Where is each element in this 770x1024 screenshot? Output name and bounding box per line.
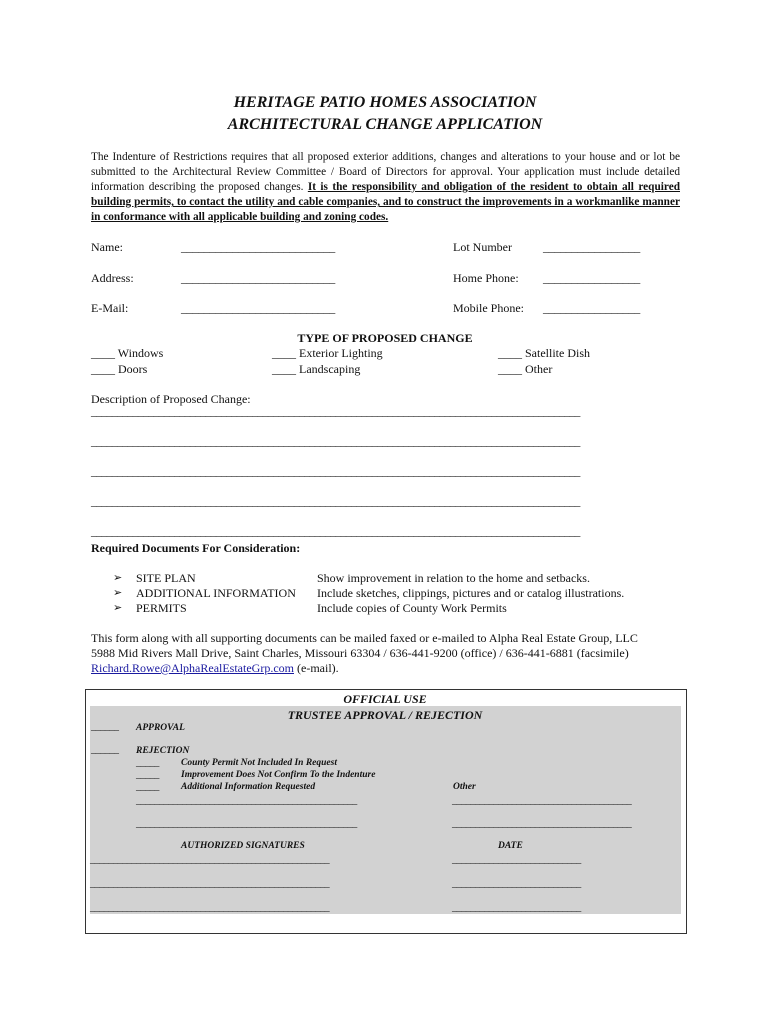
lot-number-field[interactable]: _________________	[543, 240, 640, 254]
reason-2-blank[interactable]: _____	[136, 769, 160, 780]
authorized-signatures-label: AUTHORIZED SIGNATURES	[181, 841, 305, 851]
intro-emphasis: It is the responsibility and obligation of the resident to obtain all required building permits, to contact the utility and cable companies, and to construct the improvements in a workmanlike manner in conformance with all applicable building and zoning codes.	[91, 181, 680, 223]
trustee-heading: TRUSTEE APPROVAL / REJECTION	[287, 708, 483, 722]
windows-option[interactable]: ____ Windows	[91, 346, 164, 360]
rejection-label: REJECTION	[136, 746, 190, 756]
name-field[interactable]: ___________________________	[181, 240, 335, 254]
reason-1-label: County Permit Not Included In Request	[181, 758, 337, 768]
official-use-heading: OFFICIAL USE	[343, 692, 427, 706]
other-label: Other	[453, 782, 476, 792]
site-plan-item: SITE PLAN	[136, 571, 196, 585]
doors-option[interactable]: ____ Doors	[91, 362, 148, 376]
bullet-arrow-icon: ➢	[113, 587, 123, 599]
satellite-dish-option[interactable]: ____ Satellite Dish	[498, 346, 590, 360]
required-docs-heading: Required Documents For Consideration:	[91, 541, 301, 555]
rejection-blank[interactable]: ______	[91, 744, 119, 755]
site-plan-desc: Show improvement in relation to the home and setbacks.	[317, 571, 590, 585]
reason-3-label: Additional Information Requested	[181, 782, 316, 792]
permits-item: PERMITS	[136, 601, 187, 615]
description-line-5[interactable]: ______________________________________________________________________________________________	[91, 526, 580, 538]
signature-line-1[interactable]: ____________________________________________________	[90, 854, 330, 865]
email-link[interactable]: Richard.Rowe@AlphaRealEstateGrp.com	[91, 661, 294, 675]
landscaping-option[interactable]: ____ Landscaping	[272, 362, 361, 376]
address-field[interactable]: ___________________________	[181, 271, 335, 285]
description-line-4[interactable]: ______________________________________________________________________________________________	[91, 496, 580, 508]
reason-2-label: Improvement Does Not Confirm To the Indenture	[181, 770, 376, 780]
address-label: Address:	[91, 271, 134, 285]
email-field[interactable]: ___________________________	[181, 301, 335, 315]
other-line-1[interactable]: _______________________________________	[452, 795, 632, 806]
form-title-line1: HERITAGE PATIO HOMES ASSOCIATION	[233, 94, 537, 111]
name-label: Name:	[91, 240, 123, 254]
additional-info-item: ADDITIONAL INFORMATION	[136, 586, 296, 600]
date-line-1[interactable]: ____________________________	[452, 854, 581, 865]
rejection-notes-line-1[interactable]: ________________________________________________	[136, 795, 357, 806]
approval-label: APPROVAL	[136, 723, 185, 733]
bullet-arrow-icon: ➢	[113, 572, 123, 584]
approval-blank[interactable]: ______	[91, 721, 119, 732]
additional-info-desc: Include sketches, clippings, pictures and or catalog illustrations.	[317, 586, 625, 600]
exterior-lighting-option[interactable]: ____ Exterior Lighting	[272, 346, 383, 360]
description-line-2[interactable]: ______________________________________________________________________________________________	[91, 436, 580, 448]
mobile-phone-label: Mobile Phone:	[453, 301, 524, 315]
bullet-arrow-icon: ➢	[113, 602, 123, 614]
other-option[interactable]: ____ Other	[498, 362, 553, 376]
permits-desc: Include copies of County Work Permits	[317, 601, 507, 615]
signature-line-3[interactable]: ____________________________________________________	[90, 902, 330, 913]
email-label: E-Mail:	[91, 301, 129, 315]
home-phone-label: Home Phone:	[453, 271, 519, 285]
mailing-line-2: 5988 Mid Rivers Mall Drive, Saint Charles, Missouri 63304 / 636-441-9200 (office) / 636-441-6881 (facsimile)	[91, 646, 629, 660]
home-phone-field[interactable]: _________________	[543, 271, 640, 285]
other-line-2[interactable]: _______________________________________	[452, 818, 632, 829]
signature-line-2[interactable]: ____________________________________________________	[90, 878, 330, 889]
form-title-line2: ARCHITECTURAL CHANGE APPLICATION	[227, 116, 543, 133]
reason-1-blank[interactable]: _____	[136, 757, 160, 768]
intro-text: The Indenture of Restrictions requires that all proposed exterior additions, changes and alterations to your house and or lot be submitted to the Architectural Review Committee / Board of Directors for approval. Your application must include detailed information describing the proposed changes.	[91, 151, 680, 193]
description-line-1[interactable]: ______________________________________________________________________________________________	[91, 406, 580, 418]
intro-paragraph	[91, 150, 680, 225]
lot-number-label: Lot Number	[453, 240, 512, 254]
mailing-line-3	[91, 661, 339, 676]
change-type-heading: TYPE OF PROPOSED CHANGE	[297, 331, 473, 345]
description-line-3[interactable]: ______________________________________________________________________________________________	[91, 466, 580, 478]
date-line-2[interactable]: ____________________________	[452, 878, 581, 889]
date-line-3[interactable]: ____________________________	[452, 902, 581, 913]
mailing-line-1: This form along with all supporting documents can be mailed faxed or e-mailed to Alpha Real Estate Group, LLC	[91, 631, 638, 645]
date-label: DATE	[498, 841, 523, 851]
reason-3-blank[interactable]: _____	[136, 781, 160, 792]
email-suffix: (e-mail).	[294, 661, 339, 675]
mobile-phone-field[interactable]: _________________	[543, 301, 640, 315]
rejection-notes-line-2[interactable]: ________________________________________________	[136, 818, 357, 829]
description-label: Description of Proposed Change:	[91, 392, 251, 406]
